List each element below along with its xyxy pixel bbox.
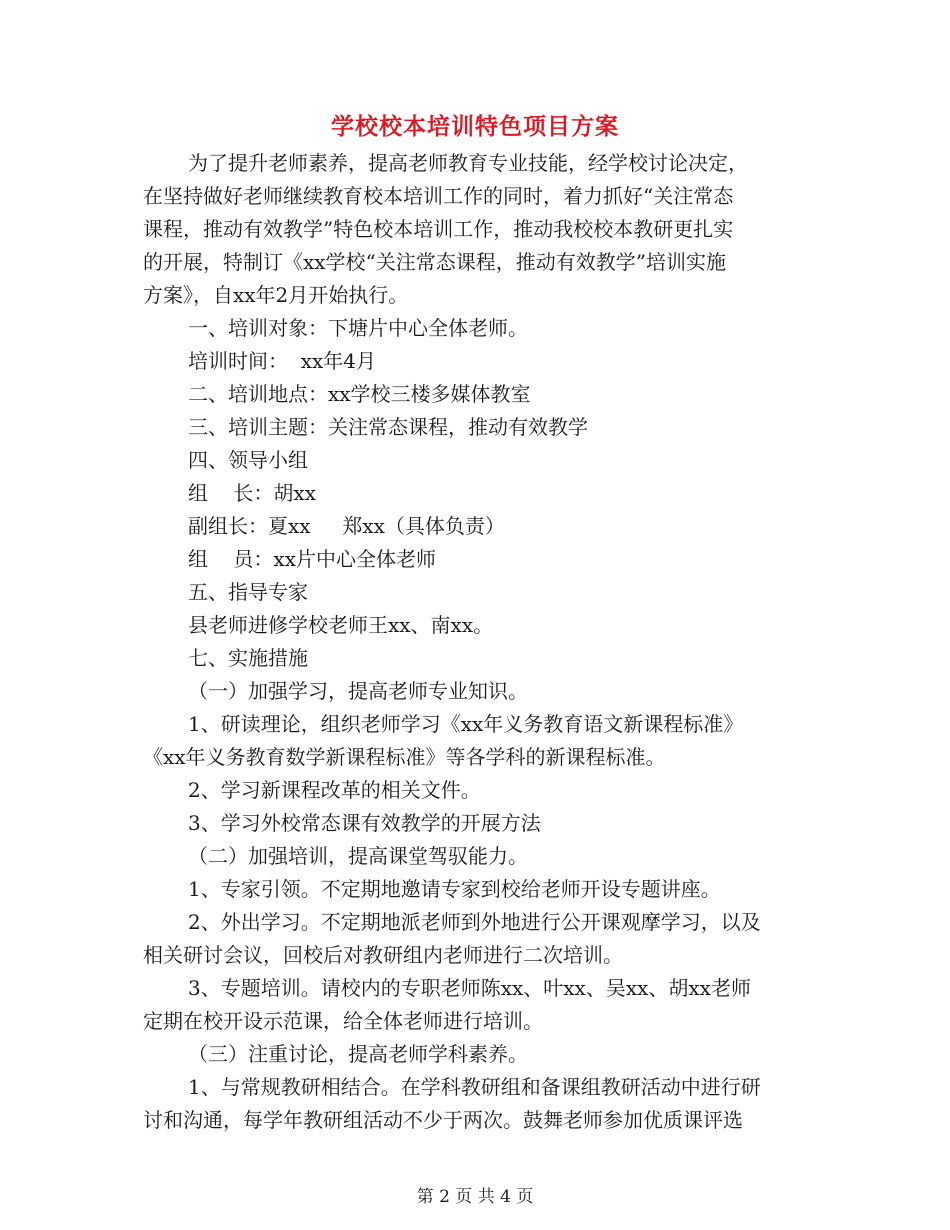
experts-heading: 五、指导专家	[188, 580, 308, 604]
experts-names: 县老师进修学校老师王xx、南xx。	[188, 613, 494, 637]
deputy-leader: 副组长：夏xx 郑xx（具体负责）	[188, 514, 505, 538]
subsection-heading: （三）注重讨论，提高老师学科素养。	[188, 1042, 528, 1066]
list-item: 2、学习新课程改革的相关文件。	[188, 778, 481, 802]
measures-heading: 七、实施措施	[188, 646, 308, 670]
paragraph-line: 为了提升老师素养，提高老师教育专业技能，经学校讨论决定，	[188, 151, 748, 175]
paragraph-line: 相关研讨会议，回校后对教研组内老师进行二次培训。	[143, 943, 623, 967]
list-item: 1、专家引领。不定期地邀请专家到校给老师开设专题讲座。	[188, 877, 721, 901]
training-theme: 三、培训主题：关注常态课程，推动有效教学	[188, 415, 588, 439]
paragraph-line: 在坚持做好老师继续教育校本培训工作的同时，着力抓好“关注常态	[143, 184, 734, 208]
paragraph-line: 3、专题培训。请校内的专职老师陈xx、叶xx、吴xx、胡xx老师	[188, 976, 751, 1000]
paragraph-line: 方案》，自xx年2月开始执行。	[143, 283, 409, 307]
paragraph-line: 《xx年义务教育数学新课程标准》等各学科的新课程标准。	[143, 745, 666, 769]
paragraph-line: 讨和沟通，每学年教研组活动不少于两次。鼓舞老师参加优质课评选	[143, 1108, 743, 1132]
leadership-heading: 四、领导小组	[188, 448, 308, 472]
subsection-heading: （二）加强培训，提高课堂驾驭能力。	[188, 844, 528, 868]
training-time: 培训时间： xx年4月	[188, 349, 376, 373]
page-number-footer: 第 2 页 共 4 页	[416, 1187, 534, 1207]
paragraph-line: 1、与常规教研相结合。在学科教研组和备课组教研活动中进行研	[188, 1075, 761, 1099]
group-leader: 组 长：胡xx	[188, 481, 316, 505]
paragraph-line: 课程，推动有效教学”特色校本培训工作，推动我校校本教研更扎实	[143, 217, 734, 241]
paragraph-line: 的开展，特制订《xx学校“关注常态课程，推动有效教学”培训实施	[143, 250, 727, 274]
paragraph-line: 2、外出学习。不定期地派老师到外地进行公开课观摩学习，以及	[188, 910, 761, 934]
subsection-heading: （一）加强学习，提高老师专业知识。	[188, 679, 528, 703]
paragraph-line: 1、研读理论，组织老师学习《xx年义务教育语文新课程标准》	[188, 712, 744, 736]
list-item: 3、学习外校常态课有效教学的开展方法	[188, 811, 541, 835]
document-body	[143, 147, 809, 1137]
training-location: 二、培训地点：xx学校三楼多媒体教室	[188, 382, 531, 406]
training-target: 一、培训对象：下塘片中心全体老师。	[188, 316, 528, 340]
document-title: 学校校本培训特色项目方案	[331, 114, 619, 140]
paragraph-line: 定期在校开设示范课，给全体老师进行培训。	[143, 1009, 543, 1033]
group-members: 组 员：xx片中心全体老师	[188, 547, 436, 571]
